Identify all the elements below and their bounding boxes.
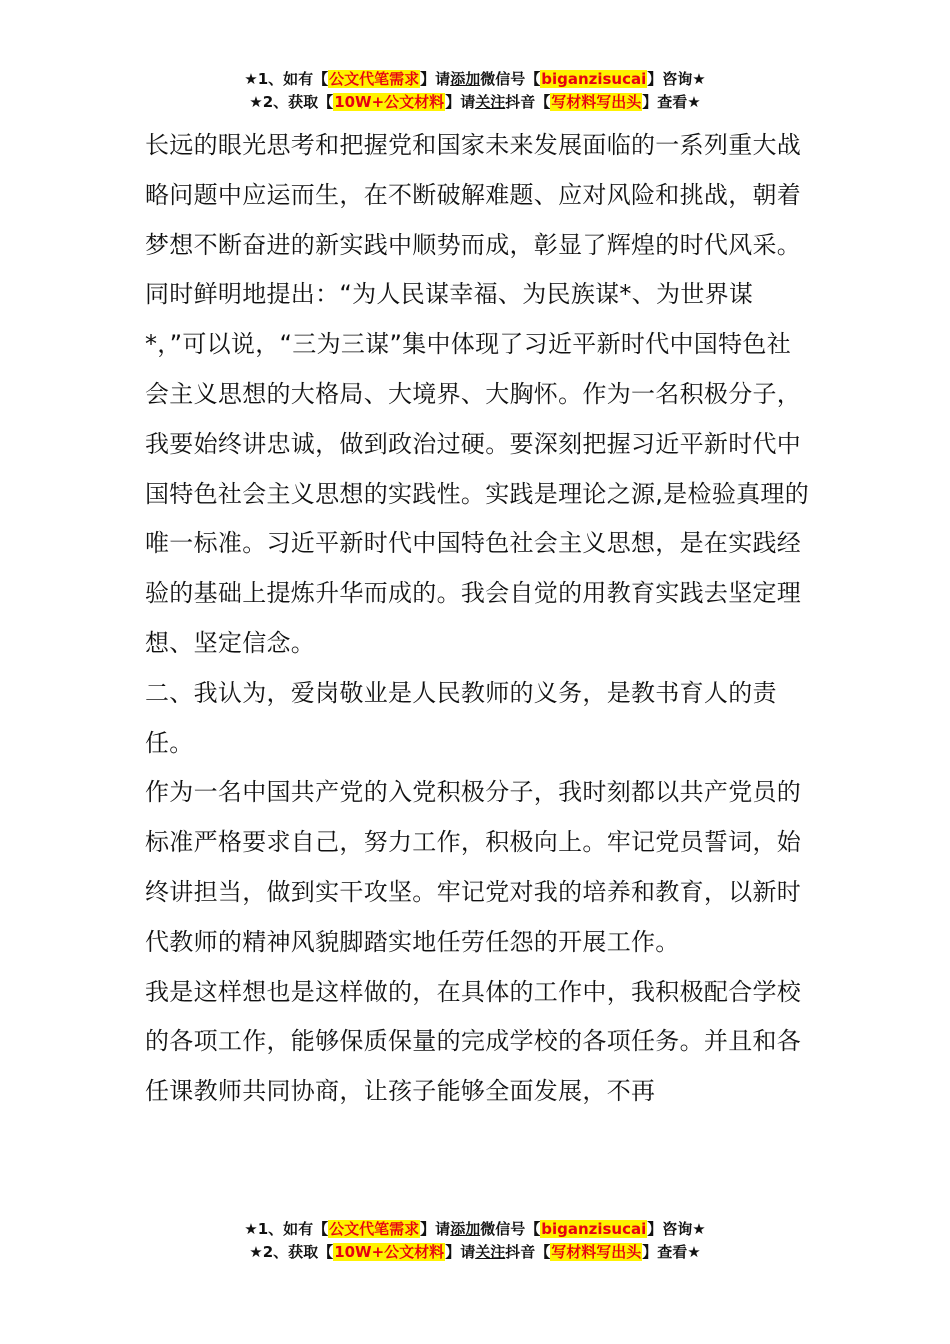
- banner-text: ★2、获取【: [249, 93, 334, 111]
- paragraph: 作为一名中国共产党的入党积极分子，我时刻都以共产党员的标准严格要求自己，努力工作，积极向上。牢记党员誓词，始终讲担当，做到实干攻坚。牢记党对我的培养和教育，以新时代教师的精神风貌脚踏实地任劳任怨的开展工作。: [145, 778, 802, 956]
- banner-text: ★1、如有【: [244, 1220, 329, 1238]
- highlight-service: 公文代笔需求: [329, 70, 420, 88]
- banner-text: 】咨询★: [647, 1220, 706, 1238]
- banner-line-2: [0, 1241, 950, 1264]
- highlight-materials: 10W+公文材料: [334, 93, 445, 111]
- banner-text: 】咨询★: [647, 70, 706, 88]
- highlight-wechat-id: biganzisucai: [541, 70, 647, 88]
- highlight-douyin-account: 写材料写出头: [551, 1243, 642, 1261]
- paragraph: 二、我认为，爱岗敬业是人民教师的义务，是教书育人的责任。: [145, 678, 777, 757]
- banner-text: 微信号【: [480, 70, 541, 88]
- banner-text: 抖音【: [505, 1243, 551, 1261]
- paragraph: 我是这样想也是这样做的，在具体的工作中，我积极配合学校的各项工作，能够保质保量的完成学校的各项任务。并且和各任课教师共同协商，让孩子能够全面发展，不再: [145, 977, 802, 1106]
- banner-line-1: [0, 68, 950, 91]
- banner-line-2: [0, 91, 950, 114]
- banner-text: 微信号【: [480, 1220, 541, 1238]
- footer-banner: [0, 1218, 950, 1264]
- banner-text: 】请: [445, 1243, 476, 1261]
- banner-text: ★2、获取【: [249, 1243, 334, 1261]
- banner-text: 】请: [420, 70, 451, 88]
- paragraph: 长远的眼光思考和把握党和国家未来发展面临的一系列重大战略问题中应运而生，在不断破解难题、应对风险和挑战，朝着梦想不断奋进的新实践中顺势而成，彰显了辉煌的时代风采。同时鲜明地提出：“为人民谋幸福、为民族谋*、为世界谋*，”可以说，“三为三谋”集中体现了习近平新时代中国特色社会主义思想的大格局、大境界、大胸怀。作为一名积极分子，我要始终讲忠诚，做到政治过硬。要深刻把握习近平新时代中国特色社会主义思想的实践性。实践是理论之源,是检验真理的唯一标准。习近平新时代中国特色社会主义思想，是在实践经验的基础上提炼升华而成的。我会自觉的用教育实践去坚定理想、坚定信念。: [145, 131, 810, 657]
- banner-text: 抖音【: [505, 93, 551, 111]
- underlined-text: 关注: [475, 1243, 506, 1261]
- highlight-materials: 10W+公文材料: [334, 1243, 445, 1261]
- banner-text: ★1、如有【: [244, 70, 329, 88]
- highlight-service: 公文代笔需求: [329, 1220, 420, 1238]
- banner-text: 】查看★: [642, 1243, 701, 1261]
- underlined-text: 添加: [450, 1220, 481, 1238]
- highlight-douyin-account: 写材料写出头: [551, 93, 642, 111]
- highlight-wechat-id: biganzisucai: [541, 1220, 647, 1238]
- underlined-text: 添加: [450, 70, 481, 88]
- banner-text: 】请: [420, 1220, 451, 1238]
- banner-text: 】查看★: [642, 93, 701, 111]
- banner-line-1: [0, 1218, 950, 1241]
- underlined-text: 关注: [475, 93, 506, 111]
- document-body: [145, 121, 810, 1117]
- header-banner: [0, 68, 950, 114]
- banner-text: 】请: [445, 93, 476, 111]
